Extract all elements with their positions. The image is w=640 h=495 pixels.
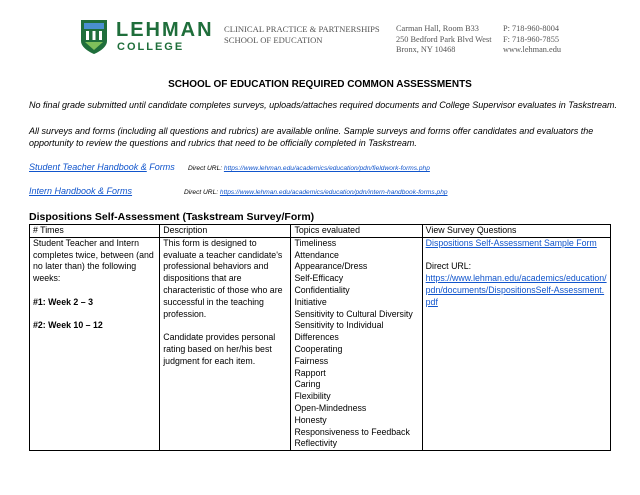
logo-subtitle: COLLEGE (117, 41, 185, 53)
letterhead (0, 0, 640, 70)
direct-url-label: Direct URL: (184, 189, 220, 196)
column-header-times: # Times (30, 225, 160, 238)
topic-item: Rapport (294, 367, 326, 378)
week-range-2: #2: Week 10 – 12 (33, 320, 103, 331)
topic-item: Caring (294, 379, 321, 390)
student-handbook-row (29, 162, 175, 173)
view-cell (422, 237, 610, 450)
topic-item: Self-Efficacy (294, 273, 344, 284)
surveys-notice: All surveys and forms (including all questions and rubrics) are available online. Sample surveys and forms offer candidates and evaluators the opportunity to review the questions and rubrics that need to be officially completed in Taskstream. (29, 126, 594, 148)
intern-handbook-row (29, 186, 132, 197)
direct-url-link[interactable]: https://www.lehman.edu/academics/education/pdn/documents/DispositionsSelf-Assessment.pdf (425, 273, 607, 307)
shield-icon (80, 19, 108, 55)
phone: P: 718-960-8004 (503, 24, 560, 33)
topic-item: Reflectivity (294, 438, 337, 449)
assessment-table (29, 224, 611, 451)
topics-cell (291, 237, 422, 450)
column-header-description: Description (160, 225, 291, 238)
week-range-1: #1: Week 2 – 3 (33, 296, 93, 307)
topic-item: Sensitivity to Individual Differences (294, 320, 384, 343)
intern-handbook-direct-url (184, 188, 448, 197)
description-text: This form is designed to evaluate a teacher candidate's professional behaviors and dispositions that are characteristic of those who are successful in the teaching profession. (163, 237, 283, 319)
column-header-view: View Survey Questions (422, 225, 610, 238)
column-header-topics: Topics evaluated (291, 225, 422, 238)
address-block (396, 24, 492, 56)
times-intro: Student Teacher and Intern completes twice, between (and no later than) the following weeks: (33, 237, 154, 284)
topic-item: Cooperating (294, 343, 343, 354)
logo-name: LEHMAN (116, 19, 214, 41)
description-cell (160, 237, 291, 450)
topic-item: Open-Mindedness (294, 402, 367, 413)
direct-url-label: Direct URL: (425, 261, 472, 272)
table-row (30, 237, 611, 450)
contact-block (503, 24, 561, 56)
topic-item: Sensitivity to Cultural Diversity (294, 308, 413, 319)
section-heading: Dispositions Self-Assessment (Taskstream Survey/Form) (29, 211, 315, 223)
sample-form-link[interactable]: Dispositions Self-Assessment Sample Form (425, 237, 597, 248)
intern-handbook-link[interactable]: Intern Handbook & Forms (29, 186, 133, 196)
topic-item: Honesty (294, 414, 327, 425)
student-handbook-link[interactable]: Student Teacher Handbook & (29, 162, 147, 172)
student-handbook-direct-url (188, 164, 430, 173)
grade-notice: No final grade submitted until candidate completes surveys, uploads/attaches required documents and College Supervisor evaluates in Taskstream. (29, 100, 617, 110)
topic-item: Attendance (294, 249, 339, 260)
times-cell (30, 237, 160, 450)
department-line: CLINICAL PRACTICE & PARTNERSHIPS (224, 24, 380, 34)
department-block (224, 24, 380, 45)
topic-item: Confidentiality (294, 284, 350, 295)
topic-item: Responsiveness to Feedback (294, 426, 410, 437)
website[interactable]: www.lehman.edu (503, 45, 561, 54)
topic-item: Timeliness (294, 237, 337, 248)
topic-item: Initiative (294, 296, 327, 307)
address-line: Carman Hall, Room B33 (396, 24, 479, 33)
lehman-logo[interactable] (80, 19, 214, 59)
topic-item: Appearance/Dress (294, 261, 368, 272)
address-line: Bronx, NY 10468 (396, 45, 456, 54)
topic-item: Fairness (294, 355, 329, 366)
direct-url-label: Direct URL: (188, 165, 224, 172)
table-header-row (30, 225, 611, 238)
topic-item: Flexibility (294, 391, 331, 402)
document-title: SCHOOL OF EDUCATION REQUIRED COMMON ASSESSMENTS (168, 79, 472, 90)
department-line: SCHOOL OF EDUCATION (224, 34, 323, 45)
address-line: 250 Bedford Park Blvd West (396, 34, 492, 44)
forms-text[interactable]: Forms (146, 162, 175, 172)
description-text: Candidate provides personal rating based on her/his best judgment for each item. (163, 332, 276, 366)
fax: F: 718-960-7855 (503, 34, 560, 44)
student-handbook-url[interactable]: https://www.lehman.edu/academics/education/pdn/fieldwork-forms.php (223, 165, 430, 172)
intern-handbook-url[interactable]: https://www.lehman.edu/academics/education/pdn/intern-handbook-forms.php (219, 189, 448, 196)
